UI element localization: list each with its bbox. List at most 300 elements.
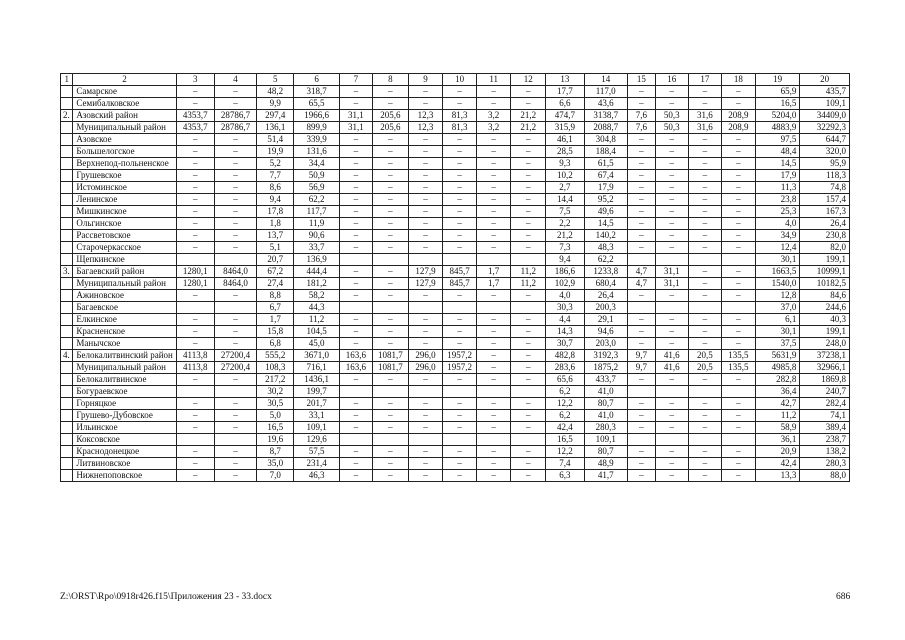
value-cell-col-3: – bbox=[176, 338, 214, 350]
value-cell-col-7: – bbox=[339, 446, 372, 458]
value-cell-col-17: – bbox=[688, 410, 721, 422]
value-cell-col-5: 8,7 bbox=[257, 446, 294, 458]
value-cell-col-17: – bbox=[688, 194, 721, 206]
value-cell-col-17 bbox=[688, 254, 721, 266]
value-cell-col-17: 31,6 bbox=[688, 110, 721, 122]
value-cell-col-20: 167,3 bbox=[800, 206, 850, 218]
value-cell-col-4: – bbox=[214, 326, 256, 338]
value-cell-col-17: – bbox=[688, 326, 721, 338]
value-cell-col-16 bbox=[655, 386, 688, 398]
value-cell-col-6: 11,9 bbox=[294, 218, 339, 230]
value-cell-col-4: – bbox=[214, 290, 256, 302]
value-cell-col-11: – bbox=[477, 290, 511, 302]
value-cell-col-17: – bbox=[688, 458, 721, 470]
value-cell-col-12 bbox=[511, 386, 546, 398]
value-cell-col-5: 30,2 bbox=[257, 386, 294, 398]
column-header-3: 3 bbox=[176, 74, 214, 86]
value-cell-col-10: 845,7 bbox=[443, 278, 477, 290]
value-cell-col-20: 40,3 bbox=[800, 314, 850, 326]
value-cell-col-6: 58,2 bbox=[294, 290, 339, 302]
value-cell-col-19: 4883,9 bbox=[755, 122, 799, 134]
value-cell-col-13: 315,9 bbox=[546, 122, 584, 134]
value-cell-col-20: 10999,1 bbox=[800, 266, 850, 278]
row-number-cell bbox=[61, 290, 73, 302]
value-cell-col-10: – bbox=[443, 86, 477, 98]
value-cell-col-6: 11,2 bbox=[294, 314, 339, 326]
value-cell-col-5: 6,7 bbox=[257, 302, 294, 314]
value-cell-col-18 bbox=[721, 302, 755, 314]
row-name-cell: Мишкинское bbox=[73, 206, 176, 218]
value-cell-col-4: 27200,4 bbox=[214, 362, 256, 374]
value-cell-col-3: – bbox=[176, 242, 214, 254]
value-cell-col-18: – bbox=[721, 422, 755, 434]
value-cell-col-3: 4353,7 bbox=[176, 110, 214, 122]
footer-page-number: 686 bbox=[836, 592, 851, 602]
value-cell-col-11: – bbox=[477, 398, 511, 410]
row-name-cell: Ильинское bbox=[73, 422, 176, 434]
table-row bbox=[61, 338, 850, 350]
value-cell-col-17: – bbox=[688, 170, 721, 182]
value-cell-col-13: 482,8 bbox=[546, 350, 584, 362]
value-cell-col-8: – bbox=[372, 194, 408, 206]
value-cell-col-8: – bbox=[372, 218, 408, 230]
value-cell-col-15: – bbox=[627, 182, 655, 194]
value-cell-col-6: 136,9 bbox=[294, 254, 339, 266]
row-name-cell: Азовское bbox=[73, 134, 176, 146]
table-row bbox=[61, 386, 850, 398]
value-cell-col-20: 32292,3 bbox=[800, 122, 850, 134]
value-cell-col-12: – bbox=[511, 338, 546, 350]
value-cell-col-11: – bbox=[477, 458, 511, 470]
value-cell-col-20: 74,8 bbox=[800, 182, 850, 194]
value-cell-col-10: – bbox=[443, 470, 477, 482]
row-name-cell: Ольгинское bbox=[73, 218, 176, 230]
value-cell-col-4: – bbox=[214, 446, 256, 458]
value-cell-col-7: – bbox=[339, 134, 372, 146]
value-cell-col-8: – bbox=[372, 290, 408, 302]
value-cell-col-16 bbox=[655, 434, 688, 446]
value-cell-col-18: – bbox=[721, 278, 755, 290]
value-cell-col-12: – bbox=[511, 470, 546, 482]
value-cell-col-9 bbox=[408, 302, 442, 314]
column-header-4: 4 bbox=[214, 74, 256, 86]
column-header-9: 9 bbox=[408, 74, 442, 86]
value-cell-col-8: – bbox=[372, 158, 408, 170]
value-cell-col-9: 12,3 bbox=[408, 110, 442, 122]
value-cell-col-20: 248,0 bbox=[800, 338, 850, 350]
value-cell-col-6: 716,1 bbox=[294, 362, 339, 374]
value-cell-col-4: – bbox=[214, 182, 256, 194]
value-cell-col-5: 6,8 bbox=[257, 338, 294, 350]
row-number-cell bbox=[61, 386, 73, 398]
row-number-cell bbox=[61, 374, 73, 386]
row-number-cell bbox=[61, 122, 73, 134]
value-cell-col-10: – bbox=[443, 410, 477, 422]
value-cell-col-9: 296,0 bbox=[408, 362, 442, 374]
value-cell-col-5: 27,4 bbox=[257, 278, 294, 290]
value-cell-col-5: 16,5 bbox=[257, 422, 294, 434]
value-cell-col-14: 1875,2 bbox=[584, 362, 627, 374]
value-cell-col-13: 7,4 bbox=[546, 458, 584, 470]
row-number-cell bbox=[61, 194, 73, 206]
value-cell-col-15: – bbox=[627, 134, 655, 146]
value-cell-col-5: 8,8 bbox=[257, 290, 294, 302]
value-cell-col-15: – bbox=[627, 374, 655, 386]
value-cell-col-4: – bbox=[214, 98, 256, 110]
table-row bbox=[61, 278, 850, 290]
value-cell-col-19: 4985,8 bbox=[755, 362, 799, 374]
row-name-cell: Елкинское bbox=[73, 314, 176, 326]
value-cell-col-9: – bbox=[408, 398, 442, 410]
value-cell-col-13: 65,6 bbox=[546, 374, 584, 386]
row-name-cell: Нижнепоповское bbox=[73, 470, 176, 482]
value-cell-col-19: 11,2 bbox=[755, 410, 799, 422]
value-cell-col-3: – bbox=[176, 398, 214, 410]
value-cell-col-13: 12,2 bbox=[546, 446, 584, 458]
value-cell-col-8: – bbox=[372, 398, 408, 410]
value-cell-col-13: 2,7 bbox=[546, 182, 584, 194]
value-cell-col-3: – bbox=[176, 326, 214, 338]
value-cell-col-3: – bbox=[176, 410, 214, 422]
value-cell-col-5: 35,0 bbox=[257, 458, 294, 470]
value-cell-col-4: – bbox=[214, 170, 256, 182]
value-cell-col-4 bbox=[214, 254, 256, 266]
value-cell-col-17: – bbox=[688, 314, 721, 326]
value-cell-col-9: 296,0 bbox=[408, 350, 442, 362]
table-row bbox=[61, 410, 850, 422]
value-cell-col-19: 30,1 bbox=[755, 254, 799, 266]
value-cell-col-16: – bbox=[655, 182, 688, 194]
value-cell-col-15: 4,7 bbox=[627, 278, 655, 290]
value-cell-col-6: 34,4 bbox=[294, 158, 339, 170]
value-cell-col-8: – bbox=[372, 374, 408, 386]
value-cell-col-19: 25,3 bbox=[755, 206, 799, 218]
value-cell-col-9: – bbox=[408, 206, 442, 218]
value-cell-col-10: – bbox=[443, 338, 477, 350]
value-cell-col-12: – bbox=[511, 86, 546, 98]
value-cell-col-14: 43,6 bbox=[584, 98, 627, 110]
value-cell-col-6: 231,4 bbox=[294, 458, 339, 470]
value-cell-col-3: – bbox=[176, 314, 214, 326]
value-cell-col-12: – bbox=[511, 170, 546, 182]
value-cell-col-17: – bbox=[688, 134, 721, 146]
value-cell-col-16: 31,1 bbox=[655, 266, 688, 278]
value-cell-col-19: 282,8 bbox=[755, 374, 799, 386]
value-cell-col-10: 81,3 bbox=[443, 110, 477, 122]
row-number-cell bbox=[61, 314, 73, 326]
value-cell-col-5: 19,6 bbox=[257, 434, 294, 446]
value-cell-col-10 bbox=[443, 386, 477, 398]
table-row bbox=[61, 470, 850, 482]
value-cell-col-4: – bbox=[214, 194, 256, 206]
value-cell-col-18: – bbox=[721, 218, 755, 230]
value-cell-col-5: 67,2 bbox=[257, 266, 294, 278]
value-cell-col-10 bbox=[443, 302, 477, 314]
row-name-cell: Богураевское bbox=[73, 386, 176, 398]
value-cell-col-14: 433,7 bbox=[584, 374, 627, 386]
value-cell-col-15: – bbox=[627, 206, 655, 218]
value-cell-col-7: – bbox=[339, 170, 372, 182]
value-cell-col-16: 41,6 bbox=[655, 362, 688, 374]
value-cell-col-9: – bbox=[408, 446, 442, 458]
value-cell-col-12 bbox=[511, 254, 546, 266]
value-cell-col-4: – bbox=[214, 158, 256, 170]
value-cell-col-12: – bbox=[511, 446, 546, 458]
value-cell-col-9: – bbox=[408, 470, 442, 482]
value-cell-col-20: 389,4 bbox=[800, 422, 850, 434]
value-cell-col-15: 7,6 bbox=[627, 122, 655, 134]
value-cell-col-3: – bbox=[176, 230, 214, 242]
value-cell-col-15: – bbox=[627, 230, 655, 242]
value-cell-col-14: 1233,8 bbox=[584, 266, 627, 278]
value-cell-col-11: – bbox=[477, 194, 511, 206]
row-name-cell: Краснодонецкое bbox=[73, 446, 176, 458]
value-cell-col-15: – bbox=[627, 146, 655, 158]
value-cell-col-8: – bbox=[372, 170, 408, 182]
value-cell-col-3: – bbox=[176, 98, 214, 110]
value-cell-col-9: – bbox=[408, 86, 442, 98]
value-cell-col-15: – bbox=[627, 398, 655, 410]
value-cell-col-9: 127,9 bbox=[408, 278, 442, 290]
value-cell-col-15: – bbox=[627, 86, 655, 98]
value-cell-col-4: 8464,0 bbox=[214, 266, 256, 278]
value-cell-col-16: – bbox=[655, 86, 688, 98]
value-cell-col-14: 17,9 bbox=[584, 182, 627, 194]
value-cell-col-14: 80,7 bbox=[584, 446, 627, 458]
column-header-11: 11 bbox=[477, 74, 511, 86]
value-cell-col-20: 644,7 bbox=[800, 134, 850, 146]
row-name-cell: Самарское bbox=[73, 86, 176, 98]
value-cell-col-19: 14,5 bbox=[755, 158, 799, 170]
value-cell-col-18: – bbox=[721, 182, 755, 194]
value-cell-col-14: 3192,3 bbox=[584, 350, 627, 362]
value-cell-col-19: 65,9 bbox=[755, 86, 799, 98]
row-name-cell: Багаевский район bbox=[73, 266, 176, 278]
value-cell-col-8: – bbox=[372, 326, 408, 338]
value-cell-col-3: – bbox=[176, 194, 214, 206]
row-name-cell: Манычское bbox=[73, 338, 176, 350]
value-cell-col-9: – bbox=[408, 182, 442, 194]
value-cell-col-18: – bbox=[721, 230, 755, 242]
value-cell-col-17: – bbox=[688, 446, 721, 458]
value-cell-col-3: – bbox=[176, 458, 214, 470]
row-name-cell: Большелогское bbox=[73, 146, 176, 158]
value-cell-col-15: – bbox=[627, 314, 655, 326]
value-cell-col-10: – bbox=[443, 170, 477, 182]
value-cell-col-7: – bbox=[339, 278, 372, 290]
value-cell-col-3: – bbox=[176, 134, 214, 146]
value-cell-col-16: – bbox=[655, 374, 688, 386]
value-cell-col-16: – bbox=[655, 134, 688, 146]
value-cell-col-18 bbox=[721, 434, 755, 446]
table-row bbox=[61, 398, 850, 410]
row-name-cell: Белокалитвинское bbox=[73, 374, 176, 386]
value-cell-col-16: – bbox=[655, 446, 688, 458]
value-cell-col-9 bbox=[408, 434, 442, 446]
value-cell-col-15: – bbox=[627, 326, 655, 338]
table-row bbox=[61, 242, 850, 254]
value-cell-col-19: 4,0 bbox=[755, 218, 799, 230]
row-number-cell bbox=[61, 86, 73, 98]
value-cell-col-17: – bbox=[688, 338, 721, 350]
value-cell-col-14: 14,5 bbox=[584, 218, 627, 230]
value-cell-col-4: – bbox=[214, 218, 256, 230]
value-cell-col-12: – bbox=[511, 134, 546, 146]
value-cell-col-14: 41,0 bbox=[584, 386, 627, 398]
table-row bbox=[61, 158, 850, 170]
value-cell-col-20: 95,9 bbox=[800, 158, 850, 170]
value-cell-col-14: 41,7 bbox=[584, 470, 627, 482]
value-cell-col-13: 7,3 bbox=[546, 242, 584, 254]
table-row bbox=[61, 374, 850, 386]
value-cell-col-6: 46,3 bbox=[294, 470, 339, 482]
value-cell-col-14: 117,0 bbox=[584, 86, 627, 98]
value-cell-col-12: – bbox=[511, 290, 546, 302]
value-cell-col-20: 230,8 bbox=[800, 230, 850, 242]
value-cell-col-7: – bbox=[339, 194, 372, 206]
value-cell-col-8: – bbox=[372, 314, 408, 326]
value-cell-col-18 bbox=[721, 386, 755, 398]
value-cell-col-11: – bbox=[477, 314, 511, 326]
row-number-cell: 4. bbox=[61, 350, 73, 362]
value-cell-col-6: 199,7 bbox=[294, 386, 339, 398]
value-cell-col-6: 57,5 bbox=[294, 446, 339, 458]
value-cell-col-16: – bbox=[655, 290, 688, 302]
value-cell-col-8: – bbox=[372, 230, 408, 242]
value-cell-col-5: 5,1 bbox=[257, 242, 294, 254]
value-cell-col-14: 41,0 bbox=[584, 410, 627, 422]
value-cell-col-17: – bbox=[688, 218, 721, 230]
value-cell-col-4: – bbox=[214, 410, 256, 422]
value-cell-col-20: 138,2 bbox=[800, 446, 850, 458]
value-cell-col-11: – bbox=[477, 422, 511, 434]
value-cell-col-9: 127,9 bbox=[408, 266, 442, 278]
row-number-cell bbox=[61, 434, 73, 446]
value-cell-col-16: – bbox=[655, 242, 688, 254]
value-cell-col-20: 240,7 bbox=[800, 386, 850, 398]
value-cell-col-6: 3671,0 bbox=[294, 350, 339, 362]
value-cell-col-12: – bbox=[511, 98, 546, 110]
value-cell-col-18: 208,9 bbox=[721, 122, 755, 134]
value-cell-col-17: – bbox=[688, 242, 721, 254]
value-cell-col-18: – bbox=[721, 326, 755, 338]
value-cell-col-18: – bbox=[721, 458, 755, 470]
row-number-cell bbox=[61, 206, 73, 218]
value-cell-col-14: 109,1 bbox=[584, 434, 627, 446]
value-cell-col-19: 36,1 bbox=[755, 434, 799, 446]
value-cell-col-3: 1280,1 bbox=[176, 266, 214, 278]
value-cell-col-6: 339,9 bbox=[294, 134, 339, 146]
value-cell-col-5: 17,8 bbox=[257, 206, 294, 218]
row-name-cell: Белокалитвинский район bbox=[73, 350, 176, 362]
value-cell-col-7: – bbox=[339, 98, 372, 110]
value-cell-col-13: 102,9 bbox=[546, 278, 584, 290]
value-cell-col-18: 135,5 bbox=[721, 362, 755, 374]
row-number-cell bbox=[61, 170, 73, 182]
value-cell-col-11: 3,2 bbox=[477, 110, 511, 122]
value-cell-col-6: 1966,6 bbox=[294, 110, 339, 122]
row-name-cell: Горняцкое bbox=[73, 398, 176, 410]
value-cell-col-15: – bbox=[627, 338, 655, 350]
value-cell-col-8: – bbox=[372, 146, 408, 158]
value-cell-col-20: 238,7 bbox=[800, 434, 850, 446]
value-cell-col-8: – bbox=[372, 410, 408, 422]
value-cell-col-14: 203,0 bbox=[584, 338, 627, 350]
value-cell-col-4: 8464,0 bbox=[214, 278, 256, 290]
table-row bbox=[61, 362, 850, 374]
value-cell-col-18: – bbox=[721, 338, 755, 350]
value-cell-col-9: – bbox=[408, 338, 442, 350]
value-cell-col-18: – bbox=[721, 206, 755, 218]
value-cell-col-11 bbox=[477, 254, 511, 266]
value-cell-col-13: 6,2 bbox=[546, 410, 584, 422]
value-cell-col-7: – bbox=[339, 158, 372, 170]
value-cell-col-10: 81,3 bbox=[443, 122, 477, 134]
value-cell-col-14: 3138,7 bbox=[584, 110, 627, 122]
row-number-cell bbox=[61, 158, 73, 170]
value-cell-col-4: – bbox=[214, 86, 256, 98]
row-number-cell bbox=[61, 134, 73, 146]
value-cell-col-12: – bbox=[511, 350, 546, 362]
table-row bbox=[61, 458, 850, 470]
value-cell-col-13: 12,2 bbox=[546, 398, 584, 410]
value-cell-col-16: – bbox=[655, 146, 688, 158]
value-cell-col-16: – bbox=[655, 326, 688, 338]
value-cell-col-14: 680,4 bbox=[584, 278, 627, 290]
value-cell-col-20: 88,0 bbox=[800, 470, 850, 482]
column-header-2: 2 bbox=[73, 74, 176, 86]
value-cell-col-5: 555,2 bbox=[257, 350, 294, 362]
row-number-cell bbox=[61, 302, 73, 314]
value-cell-col-11 bbox=[477, 302, 511, 314]
row-name-cell: Истоминское bbox=[73, 182, 176, 194]
value-cell-col-14: 304,8 bbox=[584, 134, 627, 146]
value-cell-col-19: 20,9 bbox=[755, 446, 799, 458]
value-cell-col-13: 16,5 bbox=[546, 434, 584, 446]
column-header-10: 10 bbox=[443, 74, 477, 86]
value-cell-col-17: – bbox=[688, 206, 721, 218]
value-cell-col-7: – bbox=[339, 326, 372, 338]
value-cell-col-5: 1,7 bbox=[257, 314, 294, 326]
value-cell-col-8 bbox=[372, 254, 408, 266]
value-cell-col-3: – bbox=[176, 158, 214, 170]
value-cell-col-19: 42,4 bbox=[755, 458, 799, 470]
value-cell-col-8: 1081,7 bbox=[372, 350, 408, 362]
value-cell-col-8: 205,6 bbox=[372, 110, 408, 122]
value-cell-col-19: 12,8 bbox=[755, 290, 799, 302]
value-cell-col-18: – bbox=[721, 398, 755, 410]
value-cell-col-19: 12,4 bbox=[755, 242, 799, 254]
value-cell-col-7: – bbox=[339, 206, 372, 218]
value-cell-col-13: 7,5 bbox=[546, 206, 584, 218]
value-cell-col-3: – bbox=[176, 146, 214, 158]
value-cell-col-17: – bbox=[688, 158, 721, 170]
table-header bbox=[61, 74, 850, 86]
value-cell-col-7: – bbox=[339, 314, 372, 326]
value-cell-col-9 bbox=[408, 386, 442, 398]
value-cell-col-5: 297,4 bbox=[257, 110, 294, 122]
value-cell-col-19: 5204,0 bbox=[755, 110, 799, 122]
table-row bbox=[61, 110, 850, 122]
value-cell-col-11 bbox=[477, 434, 511, 446]
value-cell-col-15: 4,7 bbox=[627, 266, 655, 278]
value-cell-col-12: – bbox=[511, 398, 546, 410]
value-cell-col-8 bbox=[372, 434, 408, 446]
value-cell-col-10: 845,7 bbox=[443, 266, 477, 278]
value-cell-col-13: 17,7 bbox=[546, 86, 584, 98]
row-name-cell: Верхнепод-польненское bbox=[73, 158, 176, 170]
value-cell-col-19: 36,4 bbox=[755, 386, 799, 398]
